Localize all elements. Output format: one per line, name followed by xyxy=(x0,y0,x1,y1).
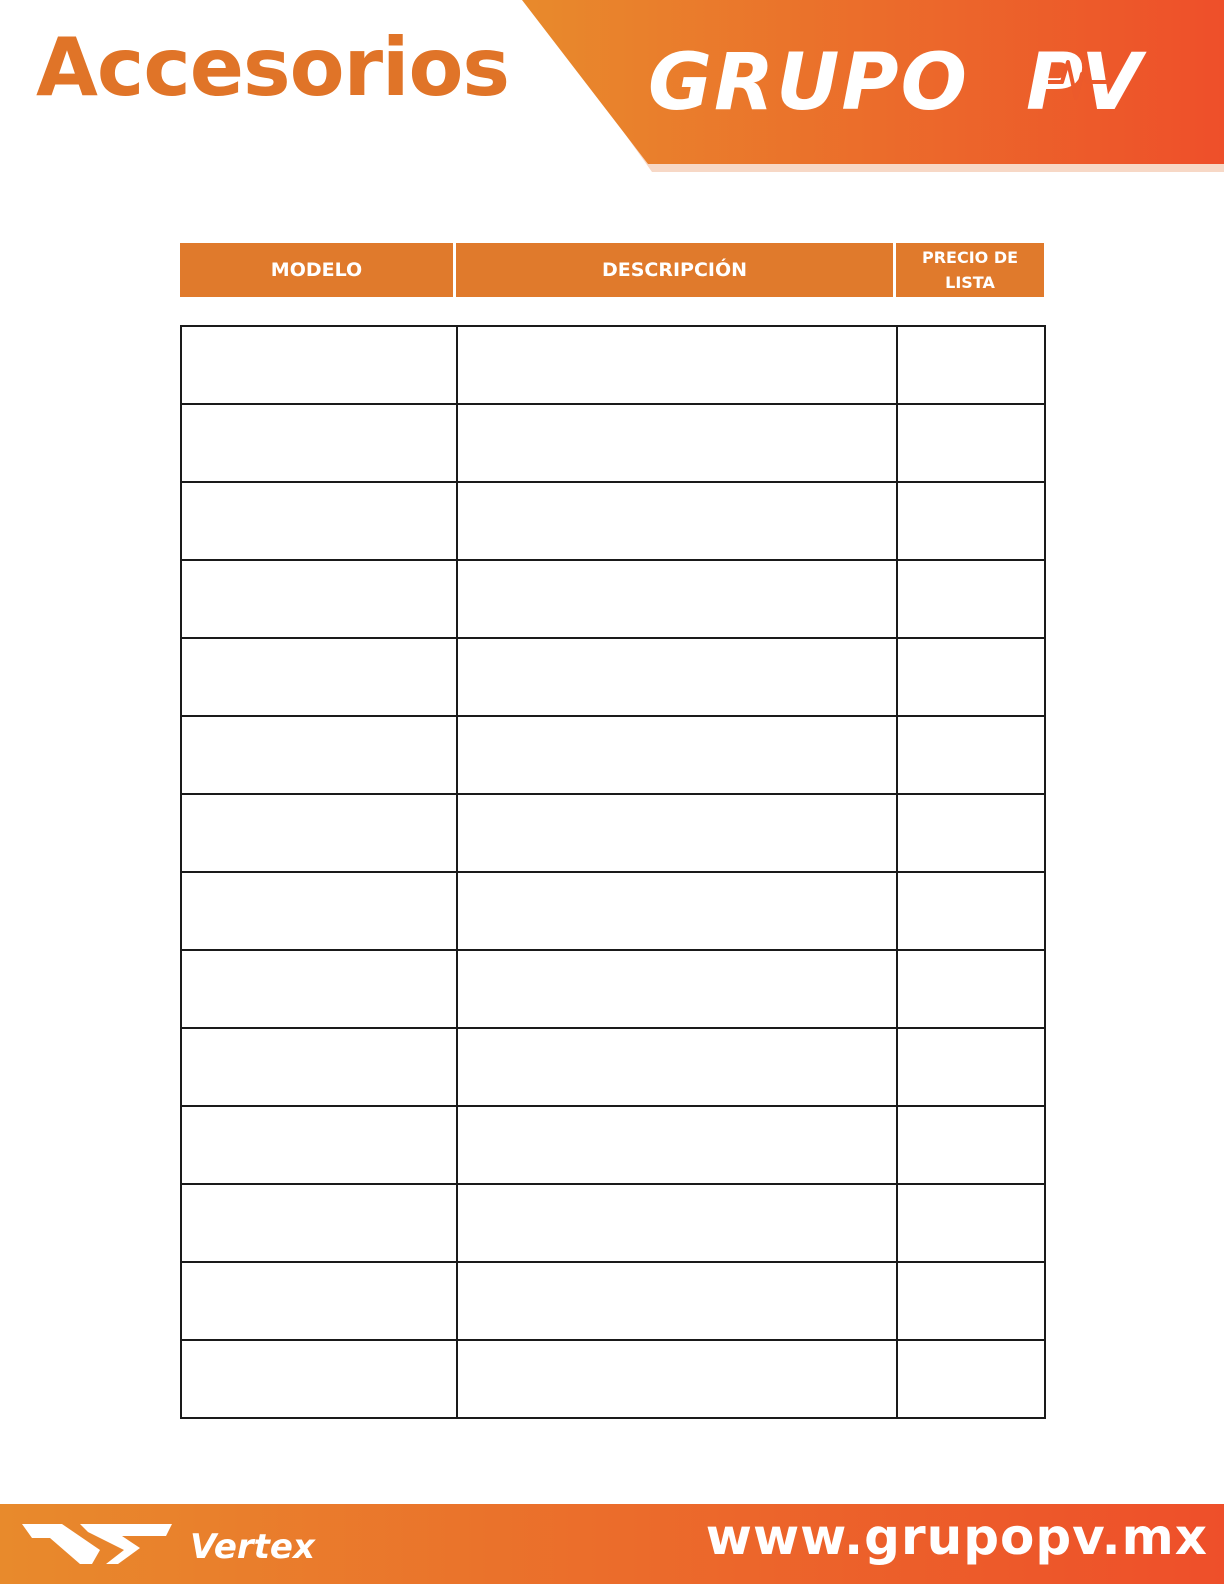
precio-cell xyxy=(897,950,1045,1028)
pulse-icon xyxy=(1048,54,1108,104)
modelo-cell xyxy=(181,1028,457,1106)
modelo-cell xyxy=(181,1106,457,1184)
precio-cell xyxy=(897,482,1045,560)
precio-cell xyxy=(897,716,1045,794)
website-link[interactable]: www.grupopv.mx xyxy=(705,1508,1208,1566)
descripcion-cell xyxy=(457,1262,897,1340)
modelo-cell xyxy=(181,482,457,560)
modelo-cell xyxy=(181,1340,457,1418)
modelo-cell xyxy=(181,1184,457,1262)
table-row xyxy=(181,872,1045,950)
table-row xyxy=(181,326,1045,404)
column-header-precio: PRECIO DE LISTA xyxy=(896,243,1044,297)
modelo-cell xyxy=(181,638,457,716)
table-row xyxy=(181,950,1045,1028)
descripcion-cell xyxy=(457,872,897,950)
table-row xyxy=(181,1028,1045,1106)
price-table xyxy=(180,325,1046,1419)
table-row xyxy=(181,404,1045,482)
table-row xyxy=(181,1184,1045,1262)
precio-cell xyxy=(897,560,1045,638)
table-row xyxy=(181,638,1045,716)
table-row xyxy=(181,1106,1045,1184)
descripcion-cell xyxy=(457,1028,897,1106)
modelo-cell xyxy=(181,794,457,872)
table-row xyxy=(181,482,1045,560)
descripcion-cell xyxy=(457,404,897,482)
modelo-cell xyxy=(181,326,457,404)
descripcion-cell xyxy=(457,560,897,638)
table-row xyxy=(181,560,1045,638)
precio-cell xyxy=(897,638,1045,716)
descripcion-cell xyxy=(457,950,897,1028)
precio-cell xyxy=(897,872,1045,950)
modelo-cell xyxy=(181,404,457,482)
vertex-brand: Vertex xyxy=(190,1527,315,1567)
descripcion-cell xyxy=(457,1184,897,1262)
precio-cell xyxy=(897,1106,1045,1184)
table-row xyxy=(181,1262,1045,1340)
modelo-cell xyxy=(181,1262,457,1340)
table-row xyxy=(181,794,1045,872)
table-header xyxy=(180,243,1044,297)
table-row xyxy=(181,1340,1045,1418)
precio-cell xyxy=(897,1028,1045,1106)
descripcion-cell xyxy=(457,482,897,560)
price-table-body xyxy=(181,326,1045,1418)
precio-cell xyxy=(897,404,1045,482)
modelo-cell xyxy=(181,560,457,638)
descripcion-cell xyxy=(457,638,897,716)
precio-cell xyxy=(897,326,1045,404)
precio-cell xyxy=(897,1184,1045,1262)
logo-name: GRUPO xyxy=(648,38,969,128)
vertex-chevrons-icon xyxy=(22,1520,182,1570)
descripcion-cell xyxy=(457,794,897,872)
precio-cell xyxy=(897,1262,1045,1340)
logo-suffix: PV xyxy=(1026,38,1140,128)
column-header-modelo: MODELO xyxy=(180,243,456,297)
modelo-cell xyxy=(181,950,457,1028)
modelo-cell xyxy=(181,872,457,950)
precio-cell xyxy=(897,1340,1045,1418)
grupo-pv-logo xyxy=(648,40,1168,140)
precio-cell xyxy=(897,794,1045,872)
descripcion-cell xyxy=(457,716,897,794)
page-title: Accesorios xyxy=(36,21,510,114)
descripcion-cell xyxy=(457,1340,897,1418)
table-row xyxy=(181,716,1045,794)
descripcion-cell xyxy=(457,326,897,404)
descripcion-cell xyxy=(457,1106,897,1184)
modelo-cell xyxy=(181,716,457,794)
column-header-descripcion: DESCRIPCIÓN xyxy=(456,243,896,297)
